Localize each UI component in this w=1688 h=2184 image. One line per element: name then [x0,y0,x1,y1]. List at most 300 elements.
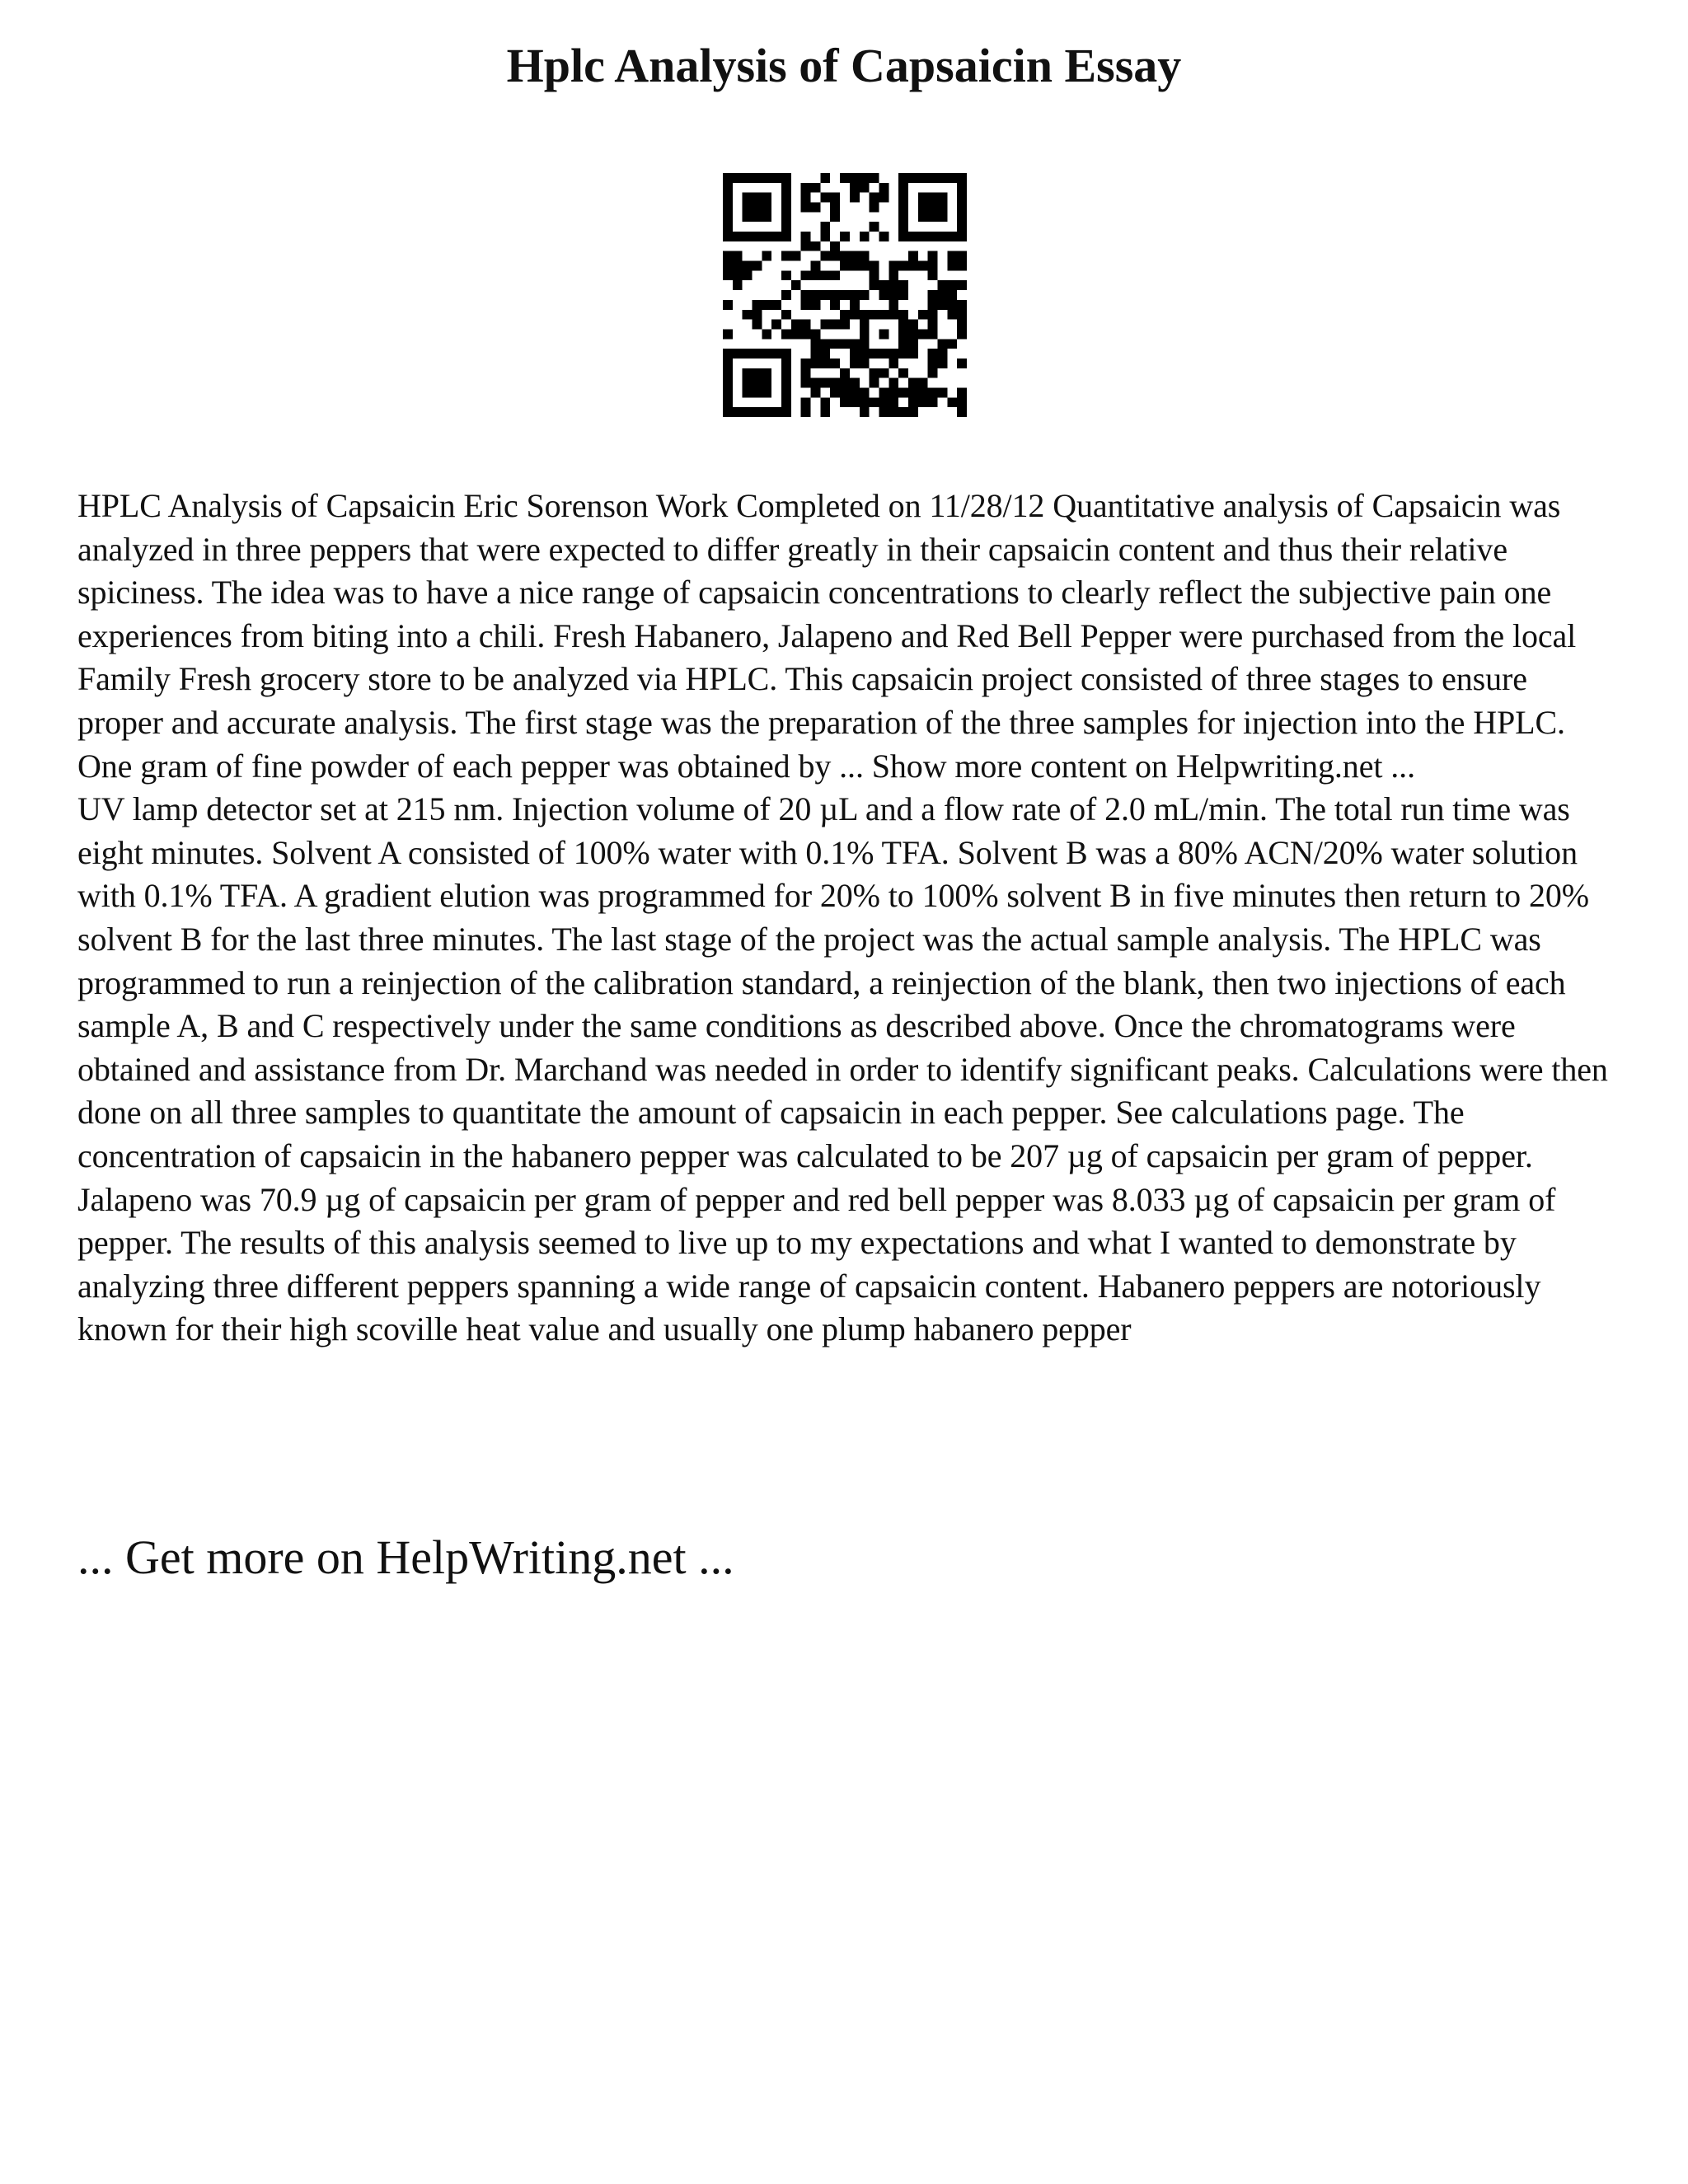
qr-module [947,261,957,271]
qr-module [762,232,771,241]
qr-module [771,300,781,310]
qr-module [723,193,733,203]
qr-module [957,261,967,271]
qr-module [723,359,733,368]
qr-module [801,368,811,378]
qr-module [743,368,753,378]
qr-module [840,387,850,397]
qr-module [898,349,908,359]
qr-module [801,407,811,417]
qr-module [791,280,801,290]
qr-module [820,251,830,261]
qr-module [820,378,830,388]
qr-module [889,270,898,280]
qr-module [811,329,821,339]
qr-module [937,173,947,183]
qr-module [850,300,860,310]
qr-module [898,212,908,222]
qr-module [889,397,898,407]
qr-module [733,407,743,417]
qr-module [957,359,967,368]
qr-module [723,407,733,417]
qr-module [820,290,830,300]
qr-module [820,173,830,183]
qr-module [937,387,947,397]
qr-module [743,212,753,222]
qr-code-graphic [723,173,967,417]
qr-module [743,378,753,388]
qr-module [723,270,733,280]
qr-module [860,290,870,300]
qr-module [743,203,753,213]
qr-module [850,359,860,368]
qr-module [762,300,771,310]
qr-module [820,349,830,359]
qr-module [743,232,753,241]
qr-module [801,359,811,368]
qr-module [830,300,840,310]
qr-module [898,320,908,330]
qr-module [762,329,771,339]
qr-module [928,203,938,213]
qr-module [908,320,918,330]
qr-module [918,397,928,407]
qr-module [762,193,771,203]
qr-module [753,407,762,417]
qr-module [928,359,938,368]
qr-module [918,310,928,320]
qr-module [889,359,898,368]
qr-module [870,397,879,407]
qr-module [801,232,811,241]
qr-module [830,241,840,251]
qr-module [791,320,801,330]
qr-module [957,397,967,407]
qr-module [898,280,908,290]
qr-module [811,261,821,271]
qr-module [908,339,918,349]
qr-module [957,329,967,339]
qr-module [870,310,879,320]
qr-module [918,329,928,339]
qr-module [753,212,762,222]
qr-module [830,212,840,222]
qr-module [898,387,908,397]
qr-module [723,378,733,388]
qr-module [879,290,889,300]
qr-module [801,320,811,330]
qr-module [879,407,889,417]
qr-module [840,397,850,407]
qr-module [811,349,821,359]
qr-module [898,203,908,213]
qr-module [947,300,957,310]
qr-module [850,261,860,271]
qr-module [898,290,908,300]
qr-module [753,378,762,388]
qr-module [850,183,860,193]
qr-module [762,387,771,397]
qr-module [889,407,898,417]
qr-module [801,203,811,213]
qr-module [753,310,762,320]
qr-module [860,261,870,271]
qr-module [928,193,938,203]
qr-module [840,339,850,349]
qr-module [723,222,733,232]
qr-module [918,261,928,271]
qr-module [781,368,791,378]
qr-module [781,378,791,388]
qr-module [733,251,743,261]
qr-module [781,359,791,368]
qr-module [908,397,918,407]
qr-module [870,378,879,388]
qr-module [937,300,947,310]
qr-module [840,232,850,241]
qr-module [918,232,928,241]
qr-module [928,310,938,320]
qr-module [850,349,860,359]
qr-module [771,407,781,417]
qr-module [850,387,860,397]
qr-module [771,232,781,241]
qr-module [928,270,938,280]
qr-module [811,339,821,349]
qr-module [723,212,733,222]
qr-module [771,349,781,359]
qr-module [918,212,928,222]
qr-module [957,203,967,213]
qr-module [743,173,753,183]
qr-module [840,261,850,271]
qr-module [957,300,967,310]
qr-module [723,183,733,193]
qr-module [908,387,918,397]
qr-module [918,193,928,203]
qr-module [840,378,850,388]
qr-module [957,183,967,193]
qr-module [830,290,840,300]
qr-module [811,290,821,300]
qr-module [908,232,918,241]
qr-module [723,368,733,378]
qr-module [860,232,870,241]
qr-module [753,173,762,183]
qr-module [908,407,918,417]
qr-module [733,232,743,241]
qr-module [791,329,801,339]
qr-module [781,349,791,359]
qr-module [781,397,791,407]
qr-module [850,251,860,261]
qr-module [840,320,850,330]
qr-module [918,378,928,388]
qr-module [957,320,967,330]
qr-module [937,193,947,203]
qr-module [781,387,791,397]
qr-module [762,407,771,417]
qr-module [928,397,938,407]
qr-module [830,339,840,349]
qr-module [898,368,908,378]
qr-module [753,320,762,330]
qr-module [723,261,733,271]
qr-module [762,368,771,378]
qr-module [830,359,840,368]
qr-module [928,349,938,359]
qr-module [889,387,898,397]
qr-module [928,320,938,330]
qr-module [743,193,753,203]
qr-module [811,183,821,193]
qr-module [957,222,967,232]
qr-module [762,251,771,261]
qr-module [830,193,840,203]
qr-module [771,320,781,330]
qr-module [898,407,908,417]
page-title: Hplc Analysis of Capsaicin Essay [506,39,1182,92]
qr-module [781,232,791,241]
qr-module [753,261,762,271]
qr-module [811,241,821,251]
qr-module [781,270,791,280]
qr-module [918,173,928,183]
qr-module [908,173,918,183]
qr-module [723,397,733,407]
qr-module [860,339,870,349]
qr-module [811,378,821,388]
qr-module [928,212,938,222]
qr-module [870,193,879,203]
qr-module [889,290,898,300]
qr-module [870,222,879,232]
qr-module [879,193,889,203]
qr-module [801,241,811,251]
qr-module [781,212,791,222]
qr-module [870,280,879,290]
qr-module [860,407,870,417]
qr-module [850,173,860,183]
qr-module [937,290,947,300]
qr-module [781,310,791,320]
qr-module [928,329,938,339]
qr-module [733,261,743,271]
qr-module [937,349,947,359]
qr-module [957,407,967,417]
qr-module [723,173,733,183]
qr-module [753,368,762,378]
qr-module [898,339,908,349]
qr-module [870,368,879,378]
qr-module [733,173,743,183]
qr-module [820,359,830,368]
qr-module [860,251,870,261]
qr-module [928,261,938,271]
qr-module [801,183,811,193]
qr-module [928,387,938,397]
qr-module [908,329,918,339]
qr-module [781,193,791,203]
qr-module [957,280,967,290]
qr-module [889,280,898,290]
qr-module [957,173,967,183]
qr-module [743,407,753,417]
qr-module [908,261,918,271]
qr-module [850,397,860,407]
qr-module [937,280,947,290]
qr-module [820,232,830,241]
qr-module [879,310,889,320]
qr-module [889,310,898,320]
qr-module [820,193,830,203]
qr-module [840,251,850,261]
qr-module [743,270,753,280]
qr-module [753,203,762,213]
qr-module [743,349,753,359]
qr-module [840,310,850,320]
qr-module [801,378,811,388]
qr-module [947,173,957,183]
qr-module [743,310,753,320]
qr-module [860,397,870,407]
qr-module [860,173,870,183]
essay-paragraph-1: HPLC Analysis of Capsaicin Eric Sorenson Work Completed on 11/28/12 Quantitative analysis of Capsaicin was analyzed in three peppers that were expected to differ greatly in their capsaicin content and thus their relative spiciness. The idea was to have a nice range of capsaicin concentrations to clearly reflect the subjective pain one experiences from biting into a chili. Fresh Habanero, Jalapeno and Red Bell Pepper were purchased from the local Family Fresh grocery store to be analyzed via HPLC. This capsaicin project consisted of three stages to ensure proper and accurate analysis. The first stage was the preparation of the three samples for injection into the HPLC. One gram of fine powder of each pepper was obtained by ... Show more content on Helpwriting.net ... [77,487,1577,785]
qr-module [743,261,753,271]
qr-module [811,203,821,213]
qr-module [898,222,908,232]
qr-module [870,261,879,271]
qr-module [723,251,733,261]
qr-module [879,349,889,359]
qr-module [860,359,870,368]
qr-module [840,290,850,300]
qr-module [957,232,967,241]
qr-module [937,212,947,222]
qr-module [753,387,762,397]
qr-module [820,339,830,349]
qr-module [937,203,947,213]
qr-module [889,261,898,271]
qr-module [870,270,879,280]
get-more-link[interactable]: ... Get more on HelpWriting.net ... [77,1530,734,1584]
qr-module [733,349,743,359]
qr-module [928,368,938,378]
qr-module [723,387,733,397]
qr-module [850,378,860,388]
qr-module [947,280,957,290]
qr-module [957,310,967,320]
qr-module [723,203,733,213]
qr-module [898,232,908,241]
qr-module [840,173,850,183]
qr-module [860,320,870,330]
qr-module [918,387,928,397]
qr-module [860,183,870,193]
qr-module [781,407,791,417]
qr-module [811,359,821,368]
qr-module [801,193,811,203]
qr-module [781,222,791,232]
qr-module [879,368,889,378]
qr-module [957,251,967,261]
qr-module [870,203,879,213]
qr-module [781,183,791,193]
qr-module [889,378,898,388]
qr-module [811,270,821,280]
qr-module [850,290,860,300]
qr-module [830,270,840,280]
qr-module [947,232,957,241]
qr-module [762,203,771,213]
essay-paragraph-2: UV lamp detector set at 215 nm. Injection volume of 20 µL and a flow rate of 2.0 mL/min. The total run time was eight minutes. Solvent A consisted of 100% water with 0.1% TFA. Solvent B was a 80% ACN/20% water solution with 0.1% TFA. A gradient elution was programmed for 20% to 100% solvent B in five minutes then return to 20% solvent B for the last three minutes. The last stage of the project was the actual sample analysis. The HPLC was programmed to run a reinjection of the calibration standard, a reinjection of the blank, then two injections of each sample A, B and C respectively under the same conditions as described above. Once the chromatograms were obtained and assistance from Dr. Marchand was needed in order to identify significant peaks. Calculations were then done on all three samples to quantitate the amount of capsaicin in each pepper. See calculations page. The concentration of capsaicin in the habanero pepper was calculated to be 207 µg of capsaicin per gram of pepper. Jalapeno was 70.9 µg of capsaicin per gram of pepper and red bell pepper was 8.033 µg of capsaicin per gram of pepper. The results of this analysis seemed to live up to my expectations and what I wanted to demonstrate by analyzing three different peppers spanning a wide range of capsaicin content. Habanero peppers are notoriously known for their high scoville heat value and usually one plump habanero pepper [77,790,1608,1348]
qr-module [753,232,762,241]
qr-module [781,329,791,339]
qr-module [781,290,791,300]
qr-module [898,261,908,271]
qr-module [918,203,928,213]
qr-module [830,378,840,388]
qr-module [801,300,811,310]
qr-module [820,222,830,232]
qr-module [801,329,811,339]
qr-module [957,387,967,397]
qr-module [928,290,938,300]
qr-module [850,339,860,349]
qr-module [801,290,811,300]
qr-module [928,251,938,261]
qr-module [811,387,821,397]
qr-module [830,387,840,397]
qr-module [879,397,889,407]
qr-module [947,339,957,349]
qr-module [860,349,870,359]
qr-module [781,173,791,183]
qr-module [762,349,771,359]
qr-module [850,310,860,320]
qr-module [801,270,811,280]
qr-module [898,183,908,193]
qr-module [733,280,743,290]
qr-module [870,349,879,359]
qr-module [908,251,918,261]
qr-module [957,212,967,222]
qr-module [820,320,830,330]
qr-module [781,251,791,261]
qr-module [898,173,908,183]
qr-module [820,397,830,407]
qr-module [860,387,870,397]
qr-module [928,173,938,183]
qr-module [762,173,771,183]
qr-module [908,349,918,359]
qr-module [879,387,889,397]
qr-module [928,300,938,310]
qr-module [937,232,947,241]
qr-module [781,203,791,213]
qr-module [908,378,918,388]
qr-module [889,349,898,359]
qr-module [723,232,733,241]
qr-module [947,290,957,300]
qr-module [850,193,860,203]
qr-module [723,300,733,310]
qr-module [957,193,967,203]
qr-module [889,300,898,310]
qr-module [771,173,781,183]
qr-module [791,251,801,261]
qr-module [947,251,957,261]
